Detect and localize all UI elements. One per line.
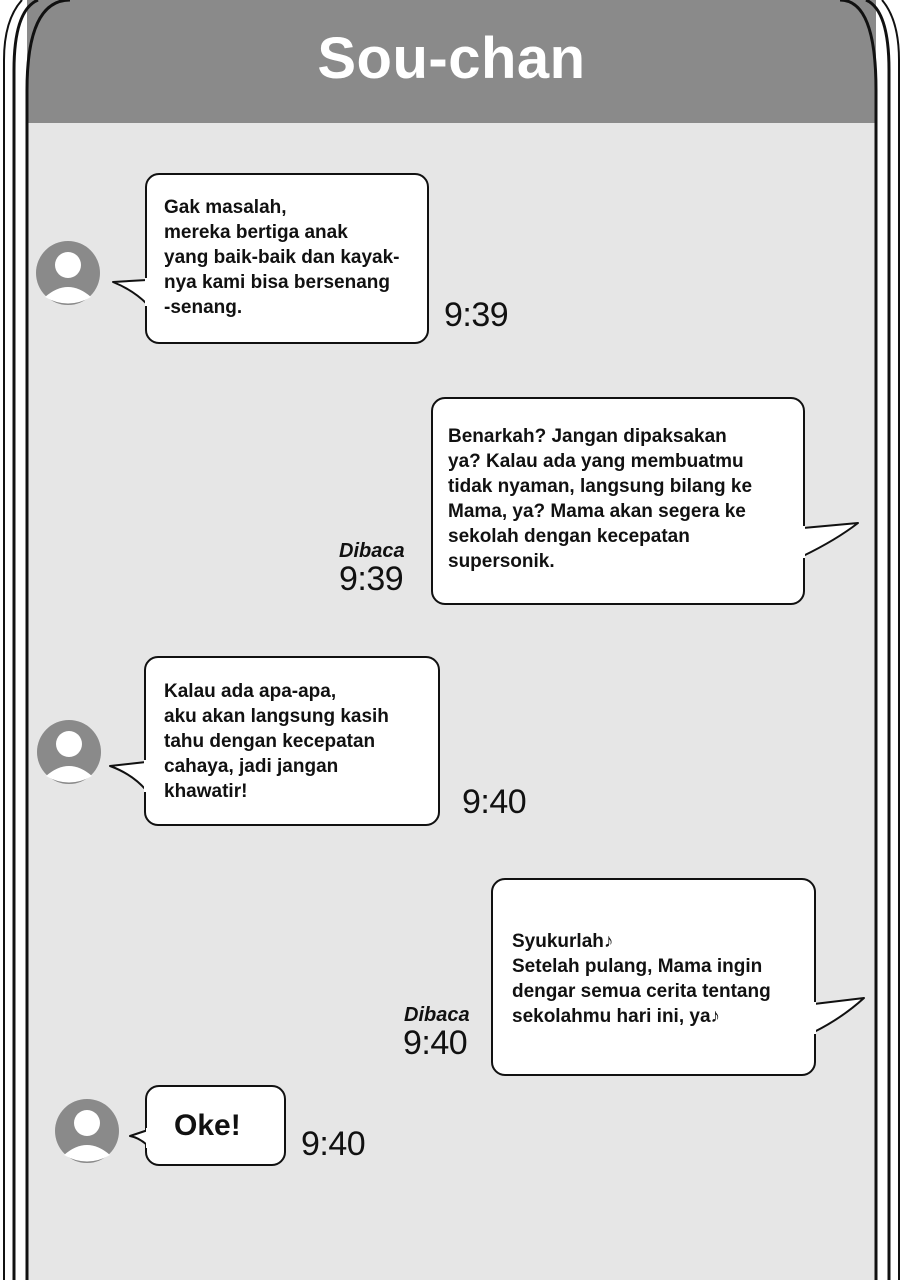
message-bubble-incoming[interactable] [145,1085,286,1166]
message-bubble-incoming[interactable] [144,656,440,826]
message-time: 9:39 [444,296,509,334]
bubble-tail [812,996,868,1038]
message-time: 9:40 [462,783,527,821]
message-time: 9:40 [403,1024,468,1062]
read-receipt: Dibaca [404,1004,470,1026]
user-avatar-icon[interactable] [35,240,101,306]
message-time: 9:40 [301,1125,366,1163]
read-receipt: Dibaca [339,540,405,562]
message-bubble-outgoing[interactable] [431,397,805,605]
contact-name: Sou-chan [317,26,586,91]
message-bubble-incoming[interactable] [145,173,429,344]
bubble-tail [111,278,149,308]
message-text: Benarkah? Jangan dipaksakan ya? Kalau ada yang membuatmu tidak nyaman, langsung bilang ke Mama, ya? Mama akan segera ke sekolah dengan kecepatan supersonik. [448,426,753,572]
bubble-tail [108,760,148,794]
bubble-tail [801,520,861,560]
message-text: Gak masalah, mereka bertiga anak yang baik-baik dan kayak- nya kami bisa bersenang -senang. [164,197,400,318]
user-avatar-icon[interactable] [36,719,102,785]
message-text: Syukurlah♪ Setelah pulang, Mama ingin dengar semua cerita tentang sekolahmu hari ini, ya♪ [512,931,771,1027]
bubble-tail [128,1128,150,1148]
message-time: 9:39 [339,560,404,598]
message-bubble-outgoing[interactable] [491,878,816,1076]
message-text: Kalau ada apa-apa, aku akan langsung kasih tahu dengan kecepatan cahaya, jadi jangan khawatir! [164,681,389,802]
user-avatar-icon[interactable] [54,1098,120,1164]
message-text: Oke! [174,1109,241,1142]
